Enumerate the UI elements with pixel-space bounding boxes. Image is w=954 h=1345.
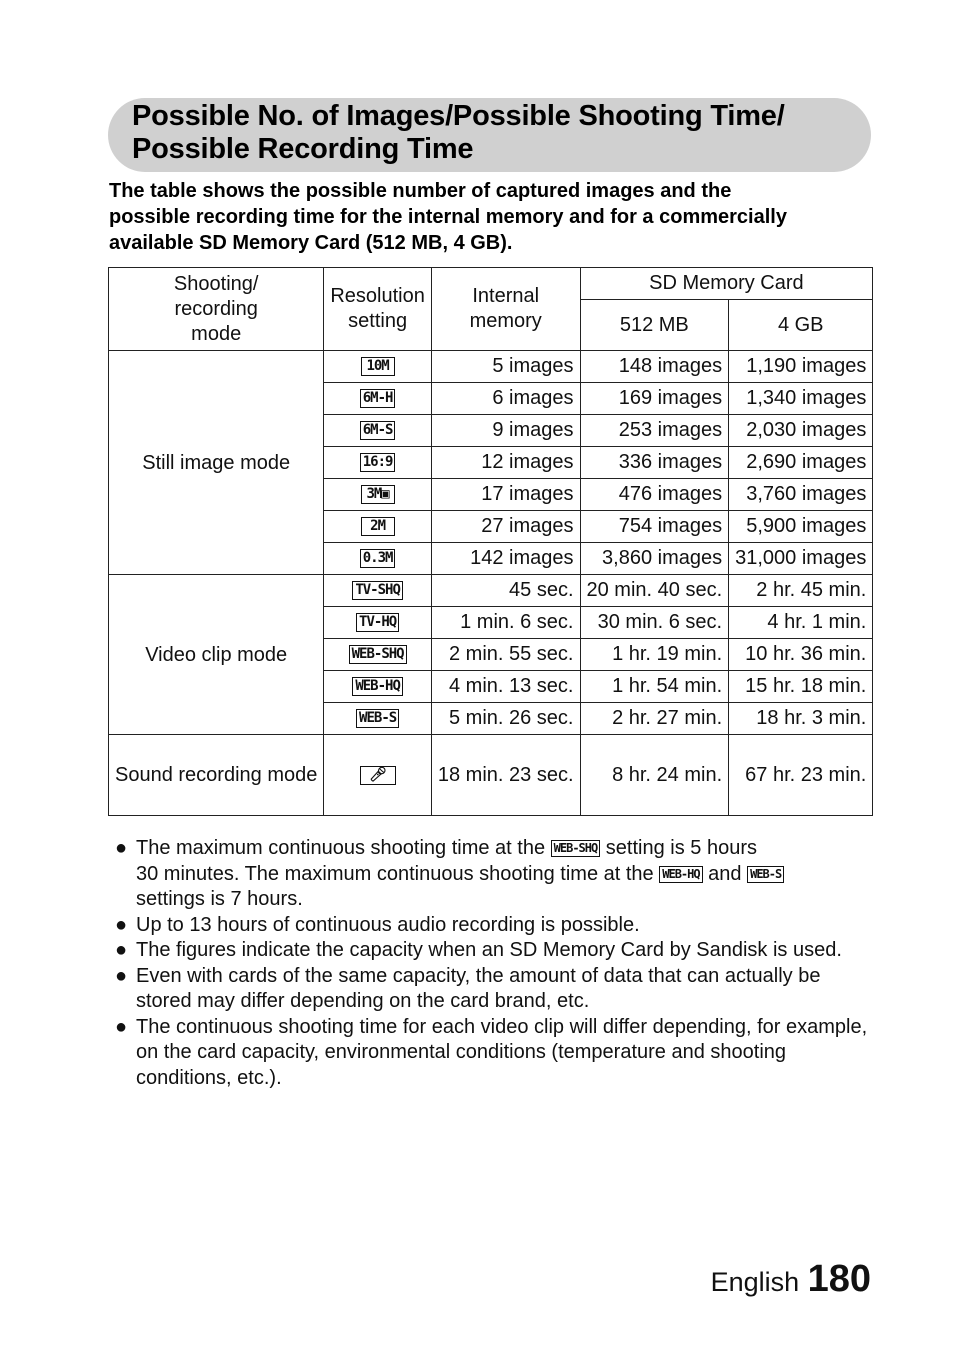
internal-cell: 27 images xyxy=(431,511,580,543)
note-text: Up to 13 hours of continuous audio recording is possible. xyxy=(136,913,640,936)
note-text: setting is 5 hours xyxy=(605,837,757,859)
intro-paragraph xyxy=(109,178,874,256)
sd512-cell: 169 images xyxy=(580,383,729,415)
video-web-shq-icon: WEB-SHQ xyxy=(551,840,601,857)
resolution-10m-icon: 10M xyxy=(361,357,395,376)
video-web-hq-icon: WEB-HQ xyxy=(352,677,403,696)
bullet-icon: ● xyxy=(115,913,128,936)
sd4gb-cell: 15 hr. 18 min. xyxy=(729,671,873,703)
page-footer xyxy=(711,1258,871,1301)
page-number: 180 xyxy=(807,1258,871,1300)
internal-cell: 5 min. 26 sec. xyxy=(431,703,580,735)
sd512-cell: 336 images xyxy=(580,447,729,479)
mode-cell-sound-recording: Sound recording mode xyxy=(109,735,324,816)
video-web-s-icon: WEB-S xyxy=(356,709,399,728)
sd512-cell: 476 images xyxy=(580,479,729,511)
note-text: and xyxy=(708,862,742,885)
resolution-6m-s-icon: 6M-S xyxy=(360,421,396,440)
bullet-icon: ● xyxy=(115,837,128,859)
header-4gb: 4 GB xyxy=(729,300,873,351)
header-sd-memory-card: SD Memory Card xyxy=(580,268,873,300)
resolution-6m-h-icon: 6M-H xyxy=(360,389,396,408)
video-web-s-icon: WEB-S xyxy=(747,866,784,883)
resolution-16-9-icon: 16:9 xyxy=(360,453,396,472)
internal-cell: 142 images xyxy=(431,543,580,575)
internal-cell: 18 min. 23 sec. xyxy=(431,735,580,816)
bullet-icon: ● xyxy=(115,939,128,961)
internal-cell: 45 sec. xyxy=(431,575,580,607)
page-title-line-2: Possible Recording Time xyxy=(132,133,474,165)
sd4gb-cell: 18 hr. 3 min. xyxy=(729,703,873,735)
bullet-icon: ● xyxy=(115,964,128,987)
sd4gb-cell: 67 hr. 23 min. xyxy=(729,735,873,816)
note-item xyxy=(115,913,875,939)
sd4gb-cell: 4 hr. 1 min. xyxy=(729,607,873,639)
video-tv-shq-icon: TV-SHQ xyxy=(352,581,403,600)
note-text: settings is 7 hours. xyxy=(136,888,303,910)
internal-cell: 1 min. 6 sec. xyxy=(431,607,580,639)
sd4gb-cell: 2 hr. 45 min. xyxy=(729,575,873,607)
table-header-row xyxy=(109,268,873,300)
note-text: The continuous shooting time for each video clip will differ depending, for example, on the card capacity, environmental conditions (temperature and shooting conditions, etc.). xyxy=(136,1015,868,1089)
sd512-cell: 148 images xyxy=(580,351,729,383)
notes-list xyxy=(115,836,875,1091)
table-row xyxy=(109,351,873,383)
internal-cell: 4 min. 13 sec. xyxy=(431,671,580,703)
resolution-2m-icon: 2M xyxy=(361,517,395,536)
microphone-icon: 🎤︎ xyxy=(360,766,396,785)
intro-line: available SD Memory Card (512 MB, 4 GB). xyxy=(109,232,513,254)
resolution-0-3m-icon: 0.3M xyxy=(360,549,396,568)
sd4gb-cell: 31,000 images xyxy=(729,543,873,575)
sd512-cell: 20 min. 40 sec. xyxy=(580,575,729,607)
internal-cell: 17 images xyxy=(431,479,580,511)
sd512-cell: 3,860 images xyxy=(580,543,729,575)
sd4gb-cell: 10 hr. 36 min. xyxy=(729,639,873,671)
sd512-cell: 2 hr. 27 min. xyxy=(580,703,729,735)
header-512mb: 512 MB xyxy=(580,300,729,351)
video-web-shq-icon: WEB-SHQ xyxy=(349,645,407,664)
internal-cell: 9 images xyxy=(431,415,580,447)
table-row xyxy=(109,735,873,816)
intro-line: possible recording time for the internal memory and for a commercially xyxy=(109,206,787,228)
sd4gb-cell: 2,030 images xyxy=(729,415,873,447)
note-item xyxy=(115,938,875,964)
sd512-cell: 30 min. 6 sec. xyxy=(580,607,729,639)
note-text: Even with cards of the same capacity, the amount of data that can actually be stored may differ depending on the card brand, etc. xyxy=(136,964,821,1012)
internal-cell: 6 images xyxy=(431,383,580,415)
resolution-3m-icon: 3M▣ xyxy=(361,485,395,504)
note-item xyxy=(115,1015,875,1092)
sd512-cell: 1 hr. 19 min. xyxy=(580,639,729,671)
internal-cell: 12 images xyxy=(431,447,580,479)
note-item xyxy=(115,836,875,913)
sd512-cell: 8 hr. 24 min. xyxy=(580,735,729,816)
sd512-cell: 253 images xyxy=(580,415,729,447)
internal-cell: 5 images xyxy=(431,351,580,383)
sd4gb-cell: 2,690 images xyxy=(729,447,873,479)
page-title-line-1: Possible No. of Images/Possible Shooting Time/ xyxy=(132,100,785,132)
sd4gb-cell: 1,190 images xyxy=(729,351,873,383)
note-text: The maximum continuous shooting time at the xyxy=(136,837,546,859)
bullet-icon: ● xyxy=(115,1015,128,1038)
header-mode: Shooting/ recording mode xyxy=(109,268,324,351)
sd512-cell: 754 images xyxy=(580,511,729,543)
note-text: The figures indicate the capacity when an SD Memory Card by Sandisk is used. xyxy=(136,939,842,961)
capacity-table xyxy=(108,267,873,816)
sd4gb-cell: 1,340 images xyxy=(729,383,873,415)
sd4gb-cell: 5,900 images xyxy=(729,511,873,543)
footer-language: English xyxy=(710,1267,800,1297)
video-tv-hq-icon: TV-HQ xyxy=(356,613,399,632)
title-banner xyxy=(108,98,871,172)
mode-cell-still-image: Still image mode xyxy=(109,351,324,575)
note-text: 30 minutes. The maximum continuous shooting time at the xyxy=(136,862,654,885)
sd4gb-cell: 3,760 images xyxy=(729,479,873,511)
header-resolution: Resolution setting xyxy=(324,268,432,351)
sd512-cell: 1 hr. 54 min. xyxy=(580,671,729,703)
header-internal-memory: Internal memory xyxy=(431,268,580,351)
mode-cell-video-clip: Video clip mode xyxy=(109,575,324,735)
video-web-hq-icon: WEB-HQ xyxy=(659,866,702,883)
internal-cell: 2 min. 55 sec. xyxy=(431,639,580,671)
intro-line: The table shows the possible number of captured images and the xyxy=(109,180,732,202)
table-row xyxy=(109,575,873,607)
note-item xyxy=(115,964,875,1015)
